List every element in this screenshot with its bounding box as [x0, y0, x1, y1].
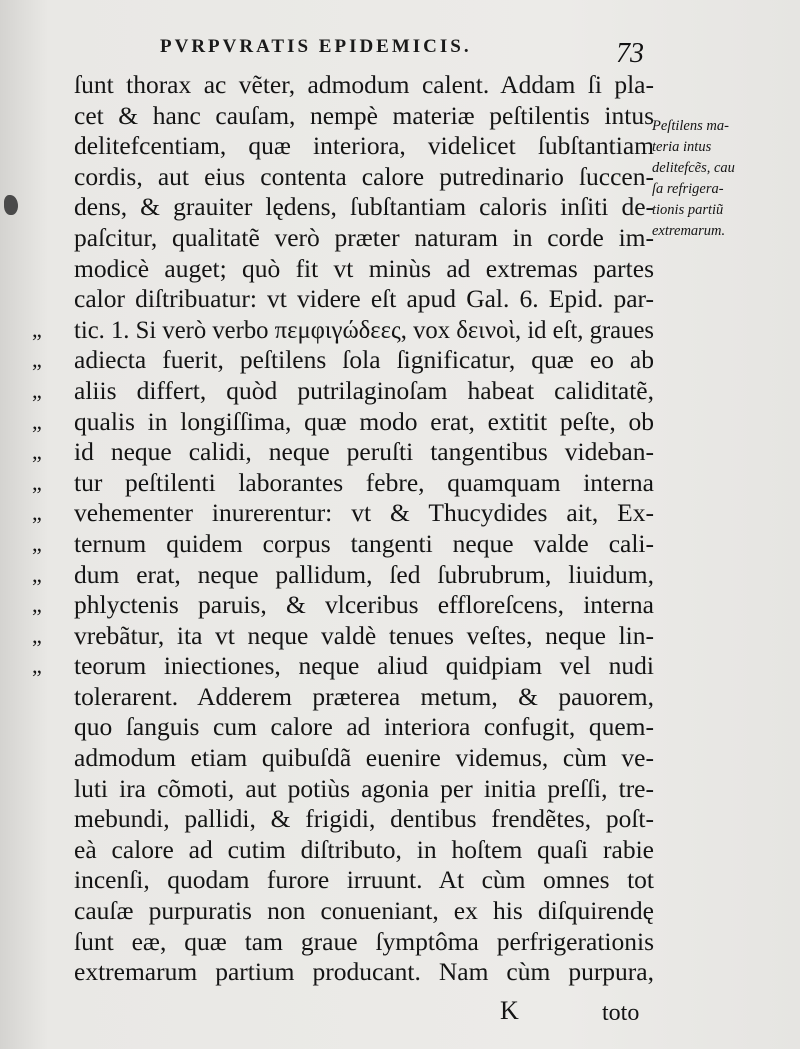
text-line-content: ternum quidem corpus tangenti neque valde cali-	[74, 528, 654, 558]
quotation-mark: „	[32, 377, 42, 403]
text-line-content: qualis in longiſſima, quæ modo erat, extitit peſte, ob	[74, 406, 654, 436]
text-line-content: luti ira cõmoti, aut potiùs agonia per initia preſſi, tre-	[74, 773, 654, 803]
margin-note-line: teria intus	[652, 139, 712, 155]
text-line-content: tic. 1. Si verò verbo πεμφιγώδεες, vox δεινοὶ, id eſt, graues	[74, 314, 654, 344]
margin-note-line: ſa refrigera-	[652, 181, 724, 197]
text-line-content: vrebãtur, ita vt neque valdè tenues veſtes, neque lin-	[74, 620, 654, 650]
text-line-content: cauſæ purpuratis non conueniant, ex his diſquirendę	[74, 896, 654, 926]
text-line	[32, 651, 654, 682]
quotation-mark: „	[32, 530, 42, 556]
quotation-mark: „	[32, 653, 42, 679]
text-line	[32, 406, 654, 438]
quotation-mark: „	[32, 622, 42, 648]
text-line-content: adiecta fuerit, peſtilens ſola ſignificatur, quæ eo ab	[74, 345, 654, 375]
quotation-mark: „	[32, 469, 42, 495]
text-line-content: incenſi, quodam furore irruunt. At cùm omnes tot	[74, 865, 654, 895]
text-line	[74, 254, 654, 285]
text-line	[32, 467, 654, 499]
text-line	[32, 620, 654, 652]
text-line	[74, 284, 654, 315]
text-line-content: ſunt eæ, quæ tam graue ſymptôma perfrigerationis	[74, 926, 654, 956]
text-line-content: mebundi, pallidi, & frigidi, dentibus frendẽtes, poſt-	[74, 804, 654, 834]
quotation-mark: „	[32, 592, 42, 618]
text-line-content: paſcitur, qualitatẽ verò præter naturam in corde im-	[74, 222, 654, 252]
text-line	[74, 804, 654, 835]
text-line	[74, 192, 654, 223]
text-line-content: admodum etiam quibuſdã euenire videmus, cùm ve-	[74, 743, 654, 773]
margin-note-line: extremarum.	[652, 223, 726, 239]
quotation-mark: „	[32, 439, 42, 465]
text-line	[32, 375, 654, 407]
text-line	[74, 774, 654, 805]
text-line-content: id neque calidi, neque peruſti tangentibus videban-	[74, 437, 654, 467]
text-line-content: quo ſanguis cum calore ad interiora confugit, quem-	[74, 712, 654, 742]
page-number: 73	[616, 38, 644, 69]
text-line	[32, 590, 654, 621]
text-line	[32, 437, 654, 468]
text-line	[74, 865, 654, 896]
text-line-content: modicè auget; quò fit vt minùs ad extremas partes	[74, 253, 654, 283]
quotation-mark: „	[32, 316, 42, 342]
margin-note-line: delitefcẽs, cau	[652, 160, 735, 176]
text-line	[74, 743, 654, 774]
catchword: toto	[602, 1000, 640, 1026]
text-line	[32, 528, 654, 560]
text-line	[74, 896, 654, 927]
text-line-content: ſunt thorax ac vẽter, admodum calent. Addam ſi pla-	[74, 70, 654, 99]
text-line-content: eà calore ad cutim diſtributo, in hoſtem quaſi rabie	[74, 834, 654, 864]
text-line-content: dens, & grauiter lędens, ſubſtantiam caloris inſiti de-	[74, 192, 654, 222]
text-line-content: vehementer inurerentur: vt & Thucydides ait, Ex-	[74, 498, 654, 528]
body-text	[32, 70, 654, 988]
text-line	[32, 314, 654, 346]
text-line	[74, 957, 654, 988]
text-line	[74, 131, 654, 162]
text-line-content: tur peſtilenti laborantes febre, quamquam interna	[74, 467, 654, 497]
text-line-content: delitefcentiam, quæ interiora, videlicet ſubſtantiam	[74, 131, 654, 161]
text-line-content: cet & hanc cauſam, nempè materiæ peſtilentis intus	[74, 100, 654, 130]
text-line-content: dum erat, neque pallidum, ſed ſubrubrum, liuidum,	[74, 559, 654, 589]
margin-note-line: tionis partiũ	[652, 202, 724, 218]
text-line	[74, 835, 654, 866]
text-line	[74, 101, 654, 132]
text-line	[74, 712, 654, 743]
text-line-content: teorum iniectiones, neque aliud quidpiam vel nudi	[74, 651, 654, 681]
quotation-mark: „	[32, 500, 42, 526]
margin-note	[652, 116, 797, 242]
margin-note-line: Peſtilens ma-	[652, 118, 729, 134]
text-line	[74, 927, 654, 958]
text-line	[74, 682, 654, 713]
text-line	[32, 498, 654, 529]
text-line	[32, 559, 654, 591]
quotation-mark: „	[32, 408, 42, 434]
text-line-content: tolerarent. Adderem præterea metum, & pauorem,	[74, 681, 654, 711]
running-head: PVRPVRATIS EPIDEMICIS.	[160, 36, 472, 57]
text-line-content: extremarum partium producant. Nam cùm purpura,	[74, 957, 654, 987]
text-line	[74, 223, 654, 254]
ink-blot	[4, 195, 18, 215]
quotation-mark: „	[32, 561, 42, 587]
text-line	[32, 345, 654, 376]
text-line-content: calor diſtribuatur: vt videre eſt apud Gal. 6. Epid. par-	[74, 284, 654, 314]
quotation-mark: „	[32, 347, 42, 373]
text-line-content: phlyctenis paruis, & vlceribus effloreſcens, interna	[74, 590, 654, 620]
text-line	[74, 70, 654, 101]
text-line-content: cordis, aut eius contenta calore putredinario ſuccen-	[74, 161, 654, 191]
signature-mark: K	[500, 996, 519, 1025]
text-line-content: aliis differt, quòd putrilaginoſam habeat caliditatẽ,	[74, 375, 654, 405]
text-line	[74, 162, 654, 193]
